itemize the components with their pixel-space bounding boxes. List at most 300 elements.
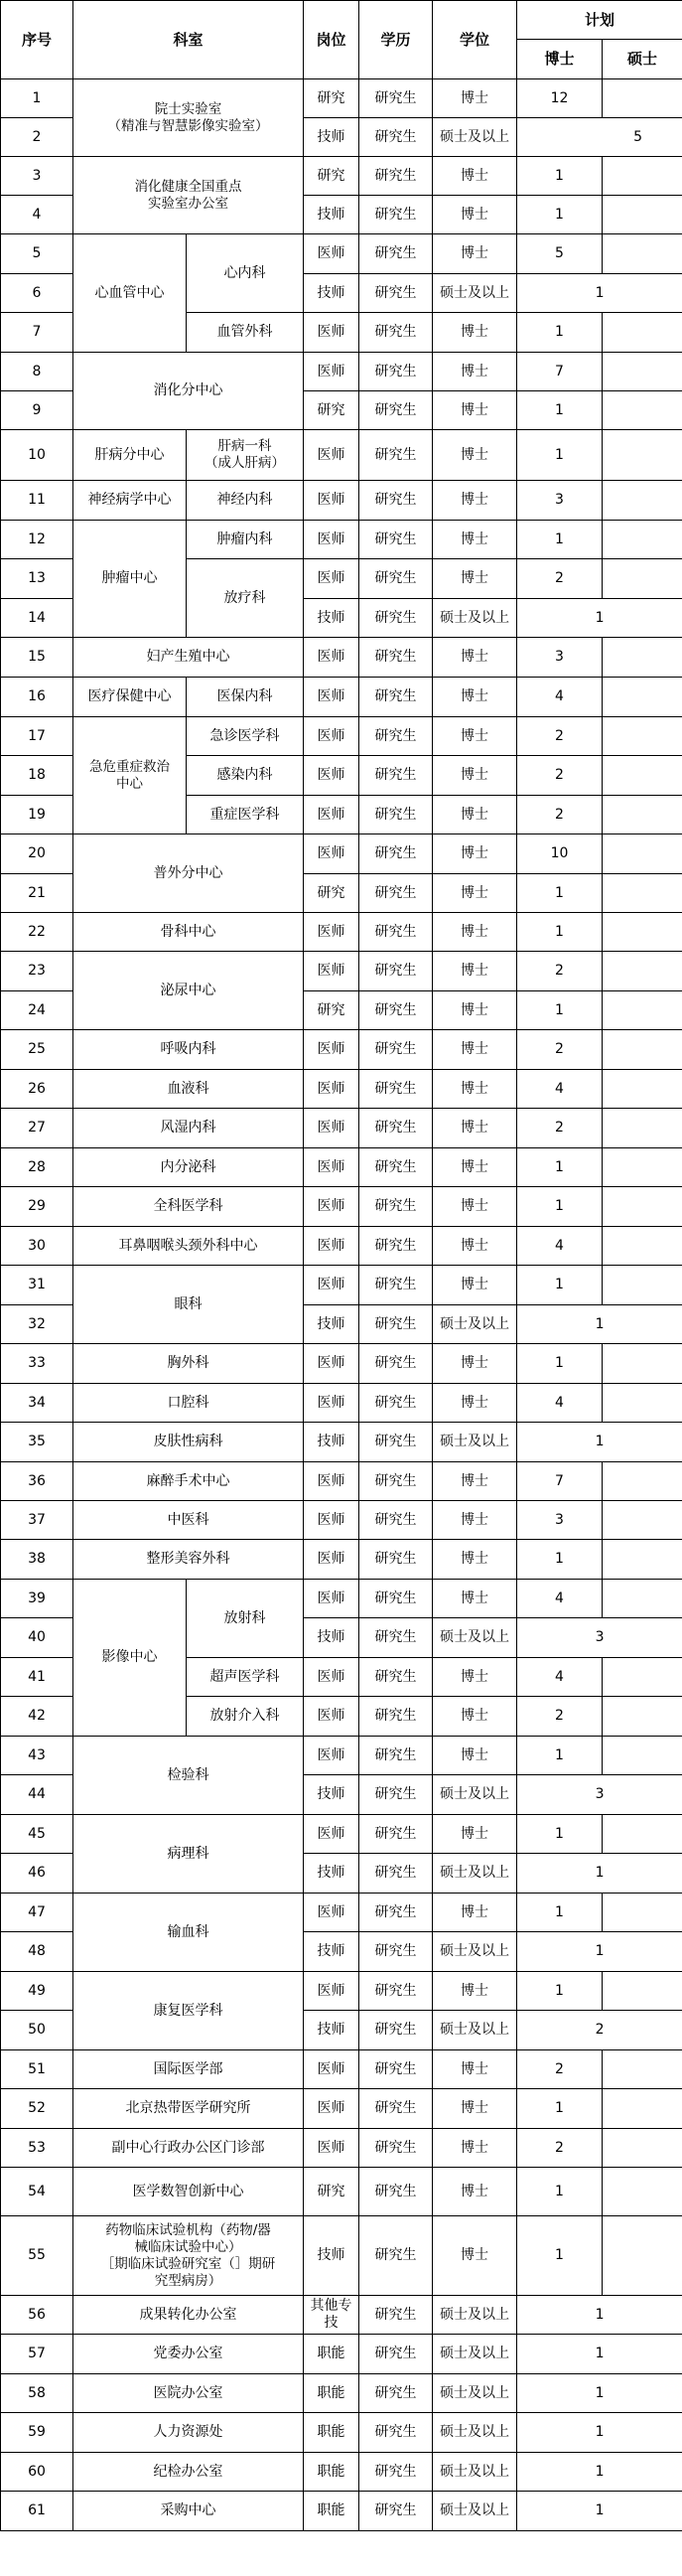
row-plan-phd: 1	[517, 1344, 603, 1384]
row-education: 研究生	[359, 1501, 433, 1540]
dept-cell: 麻醉手术中心	[73, 1462, 304, 1501]
row-seq: 50	[1, 2011, 73, 2050]
row-position: 研究	[304, 391, 359, 430]
table-row	[1, 2453, 682, 2492]
row-education: 研究生	[359, 2453, 433, 2492]
dept-cell: 医学数智创新中心	[73, 2168, 304, 2216]
dept-cell: 普外分中心	[73, 834, 304, 913]
dept-cell: 胸外科	[73, 1344, 304, 1384]
row-position: 医师	[304, 638, 359, 678]
subdept-cell: 放射科	[187, 1580, 304, 1658]
table-row	[1, 1580, 682, 1618]
row-plan-phd: 2	[517, 2050, 603, 2089]
row-degree: 博士	[433, 756, 517, 796]
row-position: 研究	[304, 79, 359, 118]
row-seq: 25	[1, 1030, 73, 1070]
row-degree: 硕士及以上	[433, 1423, 517, 1462]
row-degree: 博士	[433, 1227, 517, 1266]
row-seq: 34	[1, 1384, 73, 1423]
row-position: 技师	[304, 599, 359, 638]
table-row	[1, 1344, 682, 1384]
row-education: 研究生	[359, 952, 433, 991]
row-education: 研究生	[359, 2129, 433, 2168]
row-education: 研究生	[359, 874, 433, 913]
row-degree: 博士	[433, 991, 517, 1030]
table-row	[1, 1737, 682, 1775]
row-plan-master	[603, 678, 682, 717]
row-plan-master	[603, 1894, 682, 1932]
row-position: 职能	[304, 2413, 359, 2453]
row-position: 技师	[304, 274, 359, 313]
row-degree: 硕士及以上	[433, 2492, 517, 2531]
row-seq: 40	[1, 1618, 73, 1658]
row-seq: 9	[1, 391, 73, 430]
row-seq: 17	[1, 717, 73, 756]
row-degree: 硕士及以上	[433, 1305, 517, 1344]
table-row	[1, 1227, 682, 1266]
row-plan-master	[603, 234, 682, 274]
row-seq: 27	[1, 1109, 73, 1148]
row-education: 研究生	[359, 313, 433, 353]
row-degree: 硕士及以上	[433, 1932, 517, 1972]
row-seq: 55	[1, 2216, 73, 2296]
row-seq: 41	[1, 1658, 73, 1697]
dept-cell: 心血管中心	[73, 234, 187, 353]
row-plan-master	[603, 430, 682, 481]
dept-cell: 泌尿中心	[73, 952, 304, 1030]
row-position: 医师	[304, 313, 359, 353]
row-position: 医师	[304, 1148, 359, 1187]
table-row	[1, 638, 682, 678]
row-seq: 1	[1, 79, 73, 118]
row-plan-phd: 4	[517, 1227, 603, 1266]
row-plan-master	[603, 1148, 682, 1187]
row-education: 研究生	[359, 2089, 433, 2129]
row-education: 研究生	[359, 234, 433, 274]
row-education: 研究生	[359, 717, 433, 756]
row-position: 医师	[304, 1580, 359, 1618]
table-row	[1, 2129, 682, 2168]
row-degree: 博士	[433, 430, 517, 481]
row-plan-master	[603, 79, 682, 118]
row-seq: 33	[1, 1344, 73, 1384]
header-dept: 科室	[73, 1, 304, 79]
row-plan-combined: 3	[517, 1618, 682, 1658]
row-position: 医师	[304, 2129, 359, 2168]
row-seq: 38	[1, 1540, 73, 1580]
row-plan-phd: 1	[517, 1894, 603, 1932]
row-education: 研究生	[359, 196, 433, 234]
header-master: 硕士	[603, 40, 682, 79]
row-seq: 15	[1, 638, 73, 678]
table-row	[1, 521, 682, 559]
row-degree: 硕士及以上	[433, 1618, 517, 1658]
row-seq: 51	[1, 2050, 73, 2089]
row-plan-master	[603, 1658, 682, 1697]
row-position: 医师	[304, 756, 359, 796]
row-education: 研究生	[359, 79, 433, 118]
row-plan-master	[603, 913, 682, 952]
row-plan-combined: 1	[517, 2374, 682, 2413]
row-plan-phd: 1	[517, 521, 603, 559]
row-position: 医师	[304, 1462, 359, 1501]
row-plan-phd: 3	[517, 1501, 603, 1540]
row-degree: 博士	[433, 481, 517, 521]
row-seq: 12	[1, 521, 73, 559]
row-education: 研究生	[359, 2050, 433, 2089]
row-position: 医师	[304, 1187, 359, 1227]
table-row	[1, 1462, 682, 1501]
row-seq: 32	[1, 1305, 73, 1344]
table-row	[1, 2168, 682, 2216]
row-degree: 博士	[433, 353, 517, 391]
row-education: 研究生	[359, 1618, 433, 1658]
row-degree: 硕士及以上	[433, 2011, 517, 2050]
row-plan-master	[603, 834, 682, 874]
row-degree: 博士	[433, 196, 517, 234]
dept-cell: 妇产生殖中心	[73, 638, 304, 678]
dept-cell: 口腔科	[73, 1384, 304, 1423]
header-seq: 序号	[1, 1, 73, 79]
subdept-cell: 急诊医学科	[187, 717, 304, 756]
row-plan-phd: 1	[517, 157, 603, 196]
row-plan-phd: 4	[517, 678, 603, 717]
dept-cell: 院士实验室 （精准与智慧影像实验室）	[73, 79, 304, 157]
row-plan-combined: 1	[517, 1423, 682, 1462]
row-education: 研究生	[359, 599, 433, 638]
row-seq: 49	[1, 1972, 73, 2011]
row-degree: 博士	[433, 79, 517, 118]
row-degree: 博士	[433, 1697, 517, 1737]
row-degree: 博士	[433, 952, 517, 991]
row-education: 研究生	[359, 1697, 433, 1737]
row-plan-combined: 1	[517, 2413, 682, 2453]
row-degree: 硕士及以上	[433, 1775, 517, 1815]
row-plan-phd: 7	[517, 353, 603, 391]
row-degree: 硕士及以上	[433, 1854, 517, 1894]
row-seq: 6	[1, 274, 73, 313]
row-position: 医师	[304, 1972, 359, 2011]
row-degree: 博士	[433, 2129, 517, 2168]
row-degree: 博士	[433, 1737, 517, 1775]
row-seq: 35	[1, 1423, 73, 1462]
row-position: 其他专技	[304, 2296, 359, 2335]
table-row	[1, 79, 682, 118]
table-row	[1, 1187, 682, 1227]
subdept-cell: 肝病一科 （成人肝病）	[187, 430, 304, 481]
row-degree: 硕士及以上	[433, 2374, 517, 2413]
row-plan-phd: 2	[517, 1109, 603, 1148]
row-seq: 5	[1, 234, 73, 274]
row-seq: 36	[1, 1462, 73, 1501]
row-position: 技师	[304, 1932, 359, 1972]
row-plan-phd: 10	[517, 834, 603, 874]
row-plan-master	[603, 196, 682, 234]
dept-cell: 病理科	[73, 1815, 304, 1894]
row-plan-master	[603, 353, 682, 391]
table-row	[1, 952, 682, 991]
row-position: 医师	[304, 1540, 359, 1580]
row-position: 医师	[304, 796, 359, 834]
row-seq: 26	[1, 1070, 73, 1109]
row-degree: 博士	[433, 1070, 517, 1109]
row-seq: 28	[1, 1148, 73, 1187]
row-education: 研究生	[359, 2216, 433, 2296]
row-plan-phd: 3	[517, 481, 603, 521]
row-degree: 硕士及以上	[433, 274, 517, 313]
table-row	[1, 2413, 682, 2453]
header-degree: 学位	[433, 1, 517, 79]
table-row	[1, 1109, 682, 1148]
row-plan-phd: 12	[517, 79, 603, 118]
row-education: 研究生	[359, 1266, 433, 1305]
row-plan-phd: 1	[517, 1148, 603, 1187]
row-seq: 13	[1, 559, 73, 599]
row-seq: 46	[1, 1854, 73, 1894]
row-plan-combined: 1	[517, 2296, 682, 2335]
row-education: 研究生	[359, 1148, 433, 1187]
dept-cell: 全科医学科	[73, 1187, 304, 1227]
row-plan-master	[603, 952, 682, 991]
row-degree: 硕士及以上	[433, 2453, 517, 2492]
row-seq: 47	[1, 1894, 73, 1932]
row-plan-combined: 1	[517, 274, 682, 313]
header-phd: 博士	[517, 40, 603, 79]
row-plan-master	[603, 874, 682, 913]
row-seq: 4	[1, 196, 73, 234]
subdept-cell: 超声医学科	[187, 1658, 304, 1697]
header-plan: 计划	[517, 1, 682, 40]
row-education: 研究生	[359, 1540, 433, 1580]
row-seq: 58	[1, 2374, 73, 2413]
row-position: 技师	[304, 1305, 359, 1344]
row-seq: 18	[1, 756, 73, 796]
row-education: 研究生	[359, 118, 433, 157]
row-education: 研究生	[359, 1580, 433, 1618]
row-degree: 博士	[433, 2089, 517, 2129]
row-degree: 博士	[433, 1344, 517, 1384]
row-plan-master	[603, 1227, 682, 1266]
row-plan-phd: 1	[517, 913, 603, 952]
dept-cell: 神经病学中心	[73, 481, 187, 521]
table-row	[1, 1540, 682, 1580]
row-degree: 硕士及以上	[433, 118, 517, 157]
row-seq: 60	[1, 2453, 73, 2492]
table-row	[1, 157, 682, 196]
row-plan-master	[603, 1266, 682, 1305]
row-plan-phd: 4	[517, 1658, 603, 1697]
row-seq: 23	[1, 952, 73, 991]
row-seq: 24	[1, 991, 73, 1030]
row-plan-combined: 1	[517, 599, 682, 638]
row-education: 研究生	[359, 756, 433, 796]
row-education: 研究生	[359, 2374, 433, 2413]
row-position: 医师	[304, 1384, 359, 1423]
row-education: 研究生	[359, 2168, 433, 2216]
subdept-cell: 肿瘤内科	[187, 521, 304, 559]
dept-cell: 消化健康全国重点 实验室办公室	[73, 157, 304, 234]
table-row	[1, 2492, 682, 2531]
row-degree: 硕士及以上	[433, 599, 517, 638]
row-plan-master	[603, 521, 682, 559]
row-plan-phd: 1	[517, 2089, 603, 2129]
row-plan-master	[603, 1697, 682, 1737]
table-row	[1, 913, 682, 952]
row-position: 医师	[304, 1894, 359, 1932]
row-plan-master	[603, 391, 682, 430]
row-degree: 博士	[433, 1266, 517, 1305]
row-degree: 博士	[433, 559, 517, 599]
row-plan-combined: 3	[517, 1775, 682, 1815]
row-plan-master	[603, 1580, 682, 1618]
row-position: 医师	[304, 1737, 359, 1775]
header-position: 岗位	[304, 1, 359, 79]
row-plan-phd: 1	[517, 874, 603, 913]
row-seq: 22	[1, 913, 73, 952]
row-education: 研究生	[359, 1305, 433, 1344]
row-degree: 博士	[433, 234, 517, 274]
row-degree: 博士	[433, 638, 517, 678]
row-plan-phd: 4	[517, 1384, 603, 1423]
row-position: 医师	[304, 353, 359, 391]
row-seq: 39	[1, 1580, 73, 1618]
row-education: 研究生	[359, 353, 433, 391]
row-plan-master	[603, 157, 682, 196]
row-plan-master	[603, 1462, 682, 1501]
row-position: 技师	[304, 1423, 359, 1462]
row-position: 医师	[304, 1815, 359, 1854]
dept-cell: 整形美容外科	[73, 1540, 304, 1580]
table-row	[1, 2216, 682, 2296]
subdept-cell: 放射介入科	[187, 1697, 304, 1737]
row-seq: 3	[1, 157, 73, 196]
dept-cell: 血液科	[73, 1070, 304, 1109]
row-seq: 19	[1, 796, 73, 834]
dept-cell: 耳鼻咽喉头颈外科中心	[73, 1227, 304, 1266]
row-position: 医师	[304, 1658, 359, 1697]
row-seq: 59	[1, 2413, 73, 2453]
row-degree: 博士	[433, 796, 517, 834]
row-seq: 7	[1, 313, 73, 353]
table-row	[1, 430, 682, 481]
subdept-cell: 神经内科	[187, 481, 304, 521]
row-degree: 博士	[433, 391, 517, 430]
row-education: 研究生	[359, 1227, 433, 1266]
dept-cell: 皮肤性病科	[73, 1423, 304, 1462]
row-position: 技师	[304, 2216, 359, 2296]
row-plan-master	[603, 1815, 682, 1854]
table-row	[1, 234, 682, 274]
row-plan-phd: 1	[517, 2168, 603, 2216]
row-degree: 博士	[433, 874, 517, 913]
row-plan-master	[603, 1030, 682, 1070]
table-row	[1, 678, 682, 717]
row-seq: 43	[1, 1737, 73, 1775]
row-seq: 37	[1, 1501, 73, 1540]
dept-cell: 检验科	[73, 1737, 304, 1815]
row-plan-master	[603, 1344, 682, 1384]
row-position: 医师	[304, 559, 359, 599]
row-position: 技师	[304, 1775, 359, 1815]
table-row	[1, 481, 682, 521]
row-plan-phd: 1	[517, 1540, 603, 1580]
table-row	[1, 353, 682, 391]
row-position: 医师	[304, 1227, 359, 1266]
dept-cell: 副中心行政办公区门诊部	[73, 2129, 304, 2168]
row-position: 研究	[304, 874, 359, 913]
row-position: 医师	[304, 1030, 359, 1070]
dept-cell: 药物临床试验机构（药物/器 械临床试验中心） ［期临床试验研究室（］期研 究型病房）	[73, 2216, 304, 2296]
row-plan-master	[603, 796, 682, 834]
row-plan-combined: 1	[517, 1854, 682, 1894]
row-seq: 45	[1, 1815, 73, 1854]
row-plan-phd: 2	[517, 1697, 603, 1737]
row-position: 医师	[304, 1266, 359, 1305]
dept-cell: 肿瘤中心	[73, 521, 187, 638]
row-degree: 博士	[433, 2168, 517, 2216]
row-degree: 博士	[433, 313, 517, 353]
row-plan-phd: 2	[517, 717, 603, 756]
table-row	[1, 2089, 682, 2129]
dept-cell: 肝病分中心	[73, 430, 187, 481]
row-degree: 博士	[433, 678, 517, 717]
row-degree: 博士	[433, 1501, 517, 1540]
dept-cell: 人力资源处	[73, 2413, 304, 2453]
row-seq: 2	[1, 118, 73, 157]
row-position: 研究	[304, 157, 359, 196]
table-row	[1, 2374, 682, 2413]
row-seq: 30	[1, 1227, 73, 1266]
row-education: 研究生	[359, 1932, 433, 1972]
row-seq: 57	[1, 2335, 73, 2374]
table-row	[1, 1894, 682, 1932]
subdept-cell: 心内科	[187, 234, 304, 313]
row-seq: 48	[1, 1932, 73, 1972]
row-plan-phd: 5	[517, 234, 603, 274]
row-position: 研究	[304, 2168, 359, 2216]
row-position: 医师	[304, 834, 359, 874]
dept-cell: 康复医学科	[73, 1972, 304, 2050]
row-education: 研究生	[359, 2296, 433, 2335]
row-education: 研究生	[359, 1070, 433, 1109]
row-education: 研究生	[359, 1384, 433, 1423]
row-seq: 8	[1, 353, 73, 391]
row-seq: 20	[1, 834, 73, 874]
row-position: 研究	[304, 991, 359, 1030]
table-row	[1, 1501, 682, 1540]
row-seq: 10	[1, 430, 73, 481]
dept-cell: 呼吸内科	[73, 1030, 304, 1070]
dept-cell: 北京热带医学研究所	[73, 2089, 304, 2129]
row-position: 技师	[304, 118, 359, 157]
row-seq: 14	[1, 599, 73, 638]
row-plan-phd: 1	[517, 1737, 603, 1775]
row-position: 医师	[304, 678, 359, 717]
row-degree: 博士	[433, 2216, 517, 2296]
row-plan-phd: 1	[517, 2216, 603, 2296]
row-position: 医师	[304, 521, 359, 559]
row-plan-phd: 1	[517, 196, 603, 234]
row-education: 研究生	[359, 1462, 433, 1501]
row-position: 职能	[304, 2374, 359, 2413]
row-plan-phd: 2	[517, 756, 603, 796]
row-education: 研究生	[359, 2413, 433, 2453]
row-seq: 54	[1, 2168, 73, 2216]
row-education: 研究生	[359, 1187, 433, 1227]
row-education: 研究生	[359, 1737, 433, 1775]
dept-cell: 影像中心	[73, 1580, 187, 1737]
row-plan-phd: 2	[517, 559, 603, 599]
